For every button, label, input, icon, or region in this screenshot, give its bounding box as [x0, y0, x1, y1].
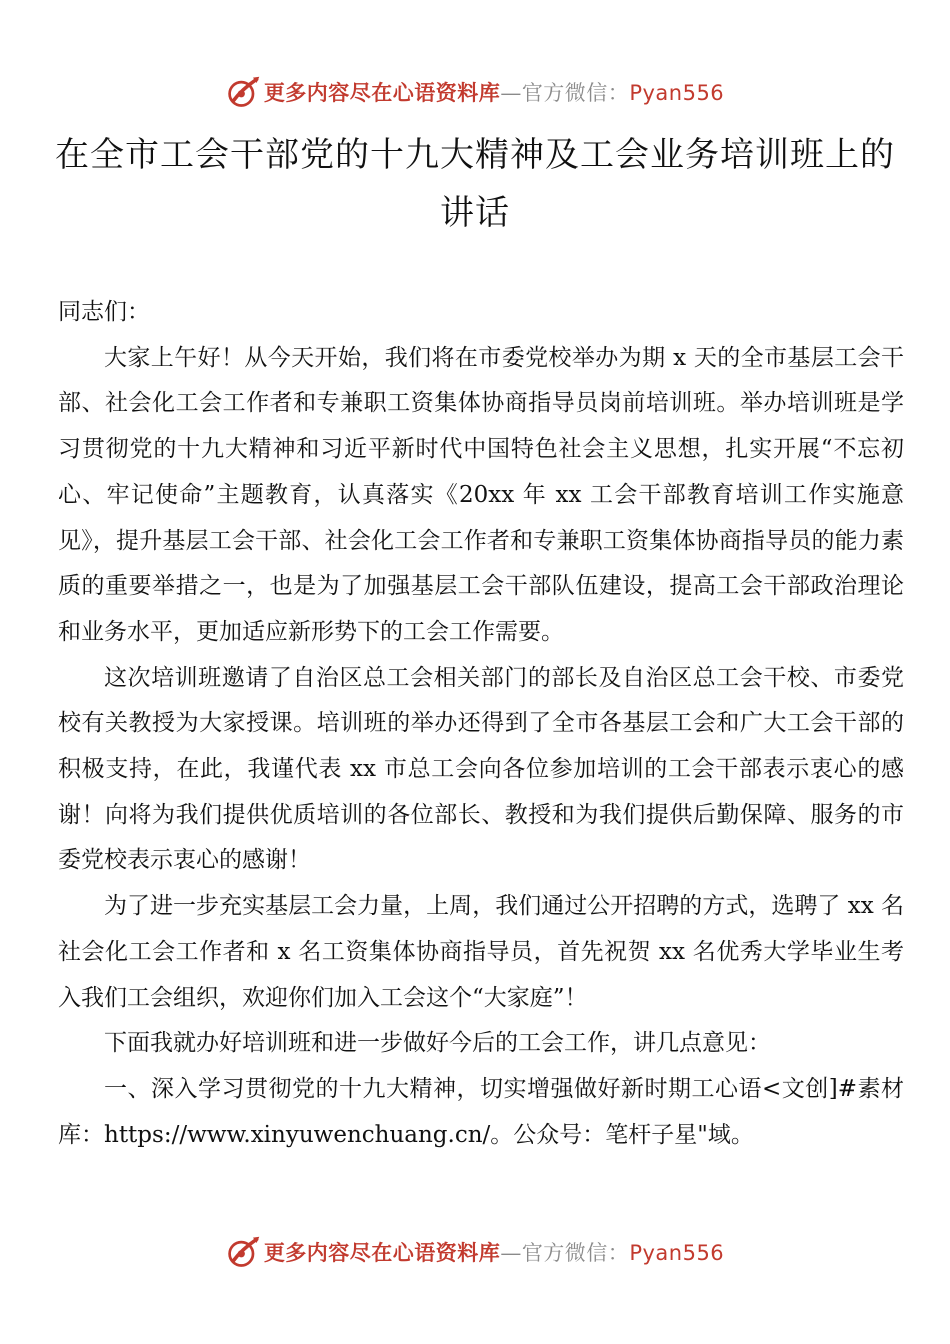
footer-watermark-banner — [0, 1232, 950, 1272]
brand-logo-icon — [226, 1234, 262, 1270]
paragraph-1: 大家上午好！从今天开始，我们将在市委党校举办为期 x 天的全市基层工会干部、社会化工会工作者和专兼职工资集体协商指导员岗前培训班。举办培训班是学习贯彻党的十九大精神和习近平新时代中国特色社会主义思想，扎实开展“不忘初心、牢记使命”主题教育，认真落实《20xx 年 xx 工会干部教育培训工作实施意见》，提升基层工会干部、社会化工会工作者和专兼职工资集体协商指导员的能力素质的重要举措之一，也是为了加强基层工会干部队伍建设，提高工会干部政治理论和业务水平，更加适应新形势下的工会工作需要。 — [58, 344, 904, 645]
salutation: 同志们： — [58, 299, 150, 325]
paragraph-4: 下面我就办好培训班和进一步做好今后的工会工作，讲几点意见： — [104, 1030, 771, 1057]
paragraph-2: 这次培训班邀请了自治区总工会相关部门的部长及自治区总工会干校、市委党校有关教授为大家授课。培训班的举办还得到了全市各基层工会和广大工会干部的积极支持，在此，我谨代表 xx 市总工会向各位参加培训的工会干部表示衷心的感谢！向将为我们提供优质培训的各位部长、教授和为我们提供后勤保障、服务的市委党校表示衷心的感谢！ — [58, 664, 904, 874]
banner-wechat-label: —官方微信： — [500, 1241, 630, 1265]
brand-logo-icon — [226, 74, 262, 110]
document-title: 在全市工会干部党的十九大精神及工会业务培训班上的讲话 — [55, 135, 895, 233]
banner-brand-text: 更多内容尽在心语资料库 — [263, 1240, 501, 1265]
header-watermark-banner — [0, 72, 950, 112]
document-body — [58, 290, 904, 1158]
banner-wechat-label: —官方微信： — [500, 81, 630, 105]
banner-wechat-id: Pyan556 — [629, 1241, 725, 1265]
paragraph-5: 一、深入学习贯彻党的十九大精神，切实增强做好新时期工心语<文创]#素材库：https://www.xinyuwenchuang.cn/。公众号：笔杆子星"域。 — [58, 1075, 904, 1148]
paragraph-3: 为了进一步充实基层工会力量，上周，我们通过公开招聘的方式，选聘了 xx 名社会化工会工作者和 x 名工资集体协商指导员，首先祝贺 xx 名优秀大学毕业生考入我们工会组织，欢迎你们加入工会这个“大家庭”！ — [58, 893, 904, 1011]
banner-wechat-id: Pyan556 — [629, 81, 725, 105]
banner-brand-text: 更多内容尽在心语资料库 — [263, 80, 501, 105]
